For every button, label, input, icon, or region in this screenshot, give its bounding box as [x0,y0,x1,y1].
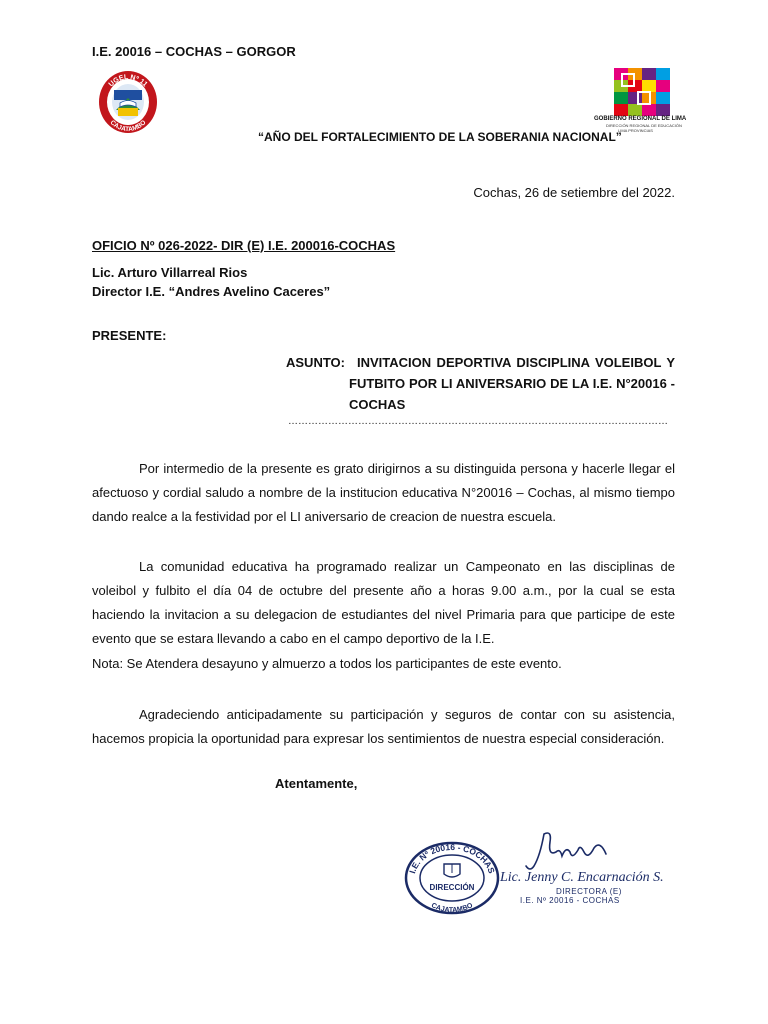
stamp-center-text: DIRECCIÓN [429,883,475,892]
body-nota: Nota: Se Atendera desayuno y almuerzo a todos los participantes de este evento. [92,656,562,671]
presente-label: PRESENTE: [92,328,167,343]
svg-text:UGEL Nº 11 [108,74,149,89]
body-paragraph-1: Por intermedio de la presente es grato dirigirnos a su distinguida persona y hacerle llegar el afectuoso y cordial saludo a nombre de la institucion educativa N°20016 – Cochas, al mismo tiempo dando realce a la festividad por el LI aniversario de creacion de nuestra escuela. [92,461,675,524]
ugel-logo [98,70,158,134]
ugel-logo-top-text: UGEL Nº 11 [107,73,149,89]
closing-salutation: Atentamente, [275,776,358,791]
year-motto: “AÑO DEL FORTALECIMIENTO DE LA SOBERANIA NACIONAL” [258,130,622,144]
stamp-bottom-text: CAJATAMBO [430,902,474,915]
asunto-line-2: FUTBITO POR LI ANIVERSARIO DE LA I.E. N°20016 - [349,376,675,391]
place-date: Cochas, 26 de setiembre del 2022. [473,185,675,200]
gobierno-regional-logo-line1: GOBIERNO REGIONAL DE LIMA [594,116,687,122]
gobierno-regional-logo-line3: LIMA PROVINCIAS [618,128,653,133]
svg-text:CAJATAMBO [109,119,148,133]
direccion-stamp [402,840,502,916]
recipient-title: Director I.E. “Andres Avelino Caceres” [92,284,331,299]
body-paragraph-2: La comunidad educativa ha programado realizar un Campeonato en las disciplinas de voleibol y fulbito el día 04 de octubre del presente año a horas 9.00 a.m., por la cual se esta haciendo la invitacion a su delegacion de estudiantes del nivel Primaria para que participe de este evento que se estara llevando a cabo en el campo deportivo de la I.E. [92,559,675,646]
stamp-ring-text: I.E. Nº 20016 - COCHAS [407,841,497,875]
signatory-role: DIRECTORA (E) [556,887,622,896]
school-header-line: I.E. 20016 – COCHAS – GORGOR [92,44,296,59]
gobierno-regional-logo-line2: DIRECCIÓN REGIONAL DE EDUCACIÓN [606,123,682,128]
asunto-line-3: COCHAS [349,397,406,412]
handwritten-signature [522,826,612,876]
oficio-reference: OFICIO Nº 026-2022- DIR (E) I.E. 200016-COCHAS [92,238,396,253]
recipient-name: Lic. Arturo Villarreal Rios [92,265,248,280]
body-paragraph-3: Agradeciendo anticipadamente su participación y seguros de contar con su asistencia, hacemos propicia la oportunidad para expresar los sentimientos de nuestra especial consideración. [92,707,675,746]
signatory-school: I.E. Nº 20016 - COCHAS [520,896,620,905]
ugel-logo-bottom-text: CAJATAMBO [108,119,148,134]
signatory-name: Lic. Jenny C. Encarnación S. [500,870,664,885]
asunto-label: ASUNTO: [286,355,345,370]
asunto-line-1: INVITACION DEPORTIVA DISCIPLINA VOLEIBOL Y [357,355,675,370]
asunto-dotted-rule: …………………………………………………………………………………………………… [288,416,668,427]
